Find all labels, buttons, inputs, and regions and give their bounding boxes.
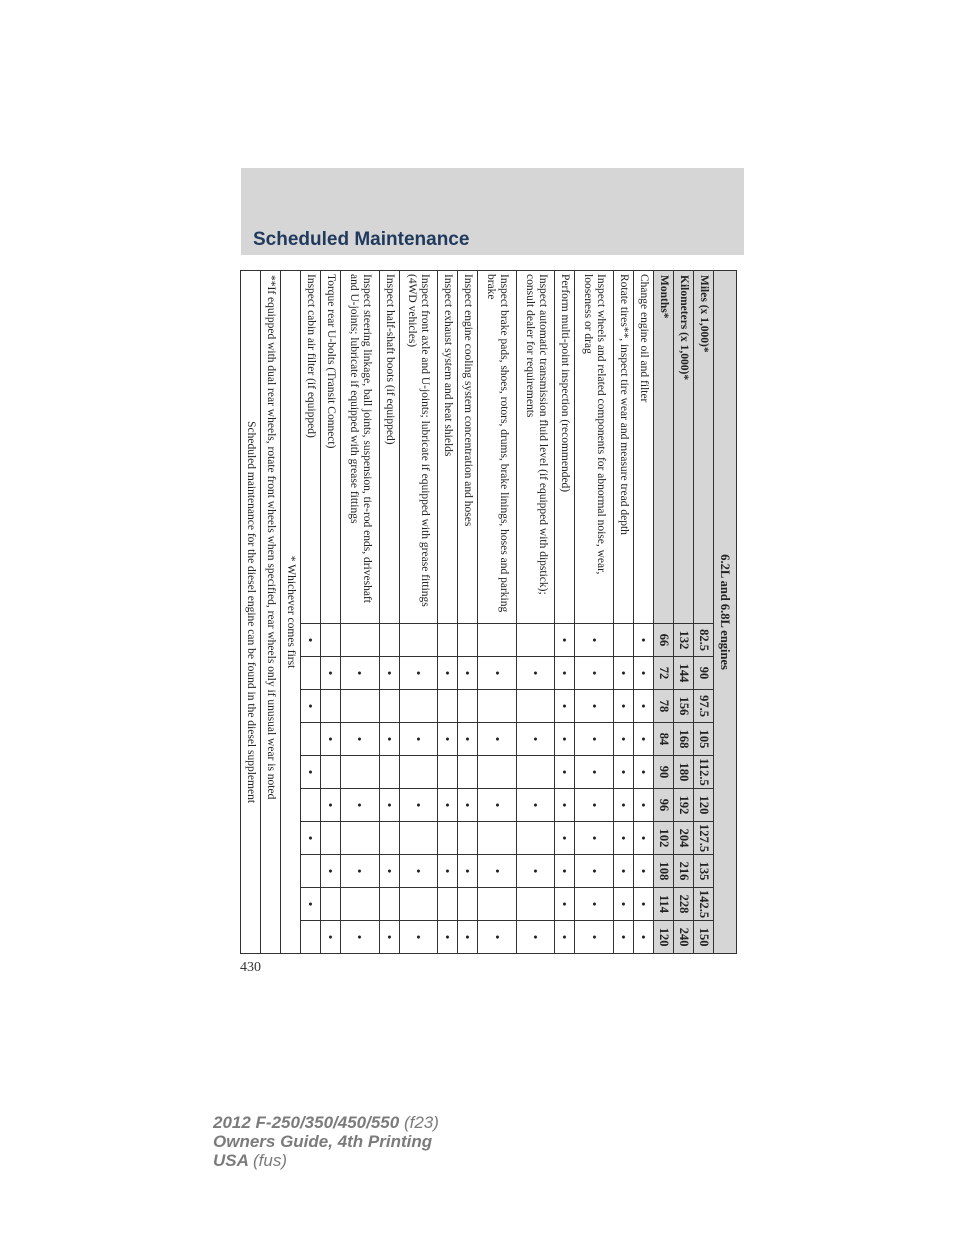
service-mark xyxy=(341,624,380,657)
kilometers-value: 180 xyxy=(674,756,694,789)
months-value: 90 xyxy=(654,756,674,789)
maintenance-item-label: Inspect half-shaft boots (if equipped) xyxy=(379,271,399,624)
kilometers-value: 144 xyxy=(674,657,694,690)
service-mark: • xyxy=(555,624,575,657)
service-mark: • xyxy=(555,789,575,822)
miles-label: Miles (x 1,000)* xyxy=(694,271,714,624)
miles-header-row xyxy=(694,271,714,954)
service-mark xyxy=(399,822,438,855)
service-mark xyxy=(399,690,438,723)
table-row xyxy=(634,271,654,954)
service-mark: • xyxy=(575,723,614,756)
footnote-diesel-supplement: Scheduled maintenance for the diesel engine can be found in the diesel supplement xyxy=(241,271,261,954)
service-mark xyxy=(458,690,478,723)
footer-market-code: (fus) xyxy=(253,1151,287,1170)
footnote-whichever: * Whichever comes first xyxy=(281,271,301,954)
kilometers-value: 216 xyxy=(674,855,694,888)
service-mark: • xyxy=(458,855,478,888)
maintenance-item-label: Torque rear U-bolts (Transit Connect) xyxy=(321,271,341,624)
service-mark: • xyxy=(634,789,654,822)
months-value: 108 xyxy=(654,855,674,888)
service-mark: • xyxy=(399,723,438,756)
maintenance-item-label: Perform multi-point inspection (recommended) xyxy=(555,271,575,624)
service-mark: • xyxy=(321,789,341,822)
service-mark: • xyxy=(614,855,634,888)
service-mark: • xyxy=(614,888,634,921)
miles-value: 142.5 xyxy=(694,888,714,921)
service-mark xyxy=(478,624,517,657)
service-mark xyxy=(516,624,555,657)
kilometers-value: 132 xyxy=(674,624,694,657)
service-mark xyxy=(438,888,458,921)
service-mark: • xyxy=(478,657,517,690)
service-mark: • xyxy=(399,855,438,888)
table-row xyxy=(614,271,634,954)
service-mark xyxy=(516,822,555,855)
service-mark: • xyxy=(555,690,575,723)
service-mark: • xyxy=(341,855,380,888)
service-mark: • xyxy=(301,888,321,921)
service-mark xyxy=(301,789,321,822)
service-mark xyxy=(321,690,341,723)
service-mark: • xyxy=(516,855,555,888)
maintenance-item-label: Inspect brake pads, shoes, rotors, drums, brake linings, hoses and parking brake xyxy=(478,271,517,624)
service-mark: • xyxy=(575,756,614,789)
service-mark xyxy=(458,624,478,657)
service-mark: • xyxy=(379,921,399,954)
service-mark xyxy=(341,822,380,855)
service-mark: • xyxy=(634,756,654,789)
service-mark: • xyxy=(555,657,575,690)
service-mark: • xyxy=(341,921,380,954)
service-mark xyxy=(379,624,399,657)
miles-value: 82.5 xyxy=(694,624,714,657)
service-mark xyxy=(321,822,341,855)
service-mark: • xyxy=(478,723,517,756)
table-row xyxy=(379,271,399,954)
service-mark xyxy=(321,624,341,657)
miles-value: 135 xyxy=(694,855,714,888)
service-mark: • xyxy=(478,855,517,888)
service-mark: • xyxy=(399,657,438,690)
service-mark: • xyxy=(458,921,478,954)
service-mark: • xyxy=(321,855,341,888)
kilometers-value: 168 xyxy=(674,723,694,756)
months-value: 84 xyxy=(654,723,674,756)
months-value: 66 xyxy=(654,624,674,657)
service-mark: • xyxy=(614,690,634,723)
service-mark: • xyxy=(555,822,575,855)
engine-group-title: 6.2L and 6.8L engines xyxy=(714,271,737,954)
service-mark xyxy=(321,888,341,921)
service-mark: • xyxy=(341,789,380,822)
service-mark: • xyxy=(321,723,341,756)
service-mark xyxy=(516,690,555,723)
service-mark: • xyxy=(301,690,321,723)
table-row xyxy=(478,271,517,954)
table-row xyxy=(341,271,380,954)
service-mark: • xyxy=(516,921,555,954)
service-mark: • xyxy=(575,855,614,888)
footnote-row xyxy=(261,271,281,954)
service-mark: • xyxy=(614,723,634,756)
service-mark: • xyxy=(478,789,517,822)
service-mark xyxy=(438,756,458,789)
service-mark xyxy=(516,888,555,921)
maintenance-table-container xyxy=(240,270,737,953)
service-mark: • xyxy=(575,921,614,954)
service-mark: • xyxy=(614,657,634,690)
service-mark xyxy=(458,756,478,789)
service-mark: • xyxy=(555,921,575,954)
service-mark: • xyxy=(575,624,614,657)
maintenance-table-rotated xyxy=(240,270,737,953)
footer-guide-edition: Owners Guide, 4th Printing xyxy=(213,1132,433,1151)
maintenance-item-label: Inspect front axle and U-joints; lubricate if equipped with grease fittings (4WD vehicles) xyxy=(399,271,438,624)
service-mark: • xyxy=(516,789,555,822)
service-mark xyxy=(438,624,458,657)
table-row xyxy=(575,271,614,954)
service-mark: • xyxy=(555,888,575,921)
maintenance-item-label: Inspect automatic transmission fluid level (if equipped with dipstick); consult dealer for requirements xyxy=(516,271,555,624)
service-mark xyxy=(341,888,380,921)
service-mark xyxy=(399,624,438,657)
miles-value: 150 xyxy=(694,921,714,954)
kilometers-header-row xyxy=(674,271,694,954)
page-number: 430 xyxy=(240,960,261,975)
service-mark xyxy=(341,756,380,789)
service-mark xyxy=(458,888,478,921)
service-mark xyxy=(341,690,380,723)
miles-value: 120 xyxy=(694,789,714,822)
service-mark: • xyxy=(634,624,654,657)
miles-value: 127.5 xyxy=(694,822,714,855)
service-mark: • xyxy=(634,921,654,954)
service-mark: • xyxy=(555,723,575,756)
service-mark: • xyxy=(634,657,654,690)
service-mark xyxy=(478,822,517,855)
service-mark: • xyxy=(516,657,555,690)
table-row xyxy=(555,271,575,954)
maintenance-item-label: Inspect exhaust system and heat shields xyxy=(438,271,458,624)
service-mark: • xyxy=(634,888,654,921)
service-mark: • xyxy=(575,789,614,822)
service-mark: • xyxy=(634,822,654,855)
footer-market: USA xyxy=(213,1151,249,1170)
miles-value: 90 xyxy=(694,657,714,690)
service-mark: • xyxy=(614,921,634,954)
service-mark xyxy=(399,888,438,921)
service-mark xyxy=(379,756,399,789)
service-mark xyxy=(516,756,555,789)
service-mark xyxy=(458,822,478,855)
service-mark: • xyxy=(301,756,321,789)
months-header-row xyxy=(654,271,674,954)
months-label: Months* xyxy=(654,271,674,624)
table-row xyxy=(399,271,438,954)
miles-value: 105 xyxy=(694,723,714,756)
kilometers-value: 156 xyxy=(674,690,694,723)
footnote-row xyxy=(241,271,261,954)
table-row xyxy=(301,271,321,954)
service-mark: • xyxy=(438,855,458,888)
service-mark xyxy=(379,888,399,921)
service-mark xyxy=(614,624,634,657)
service-mark: • xyxy=(614,822,634,855)
footnote-row xyxy=(281,271,301,954)
service-mark xyxy=(438,822,458,855)
maintenance-item-label: Inspect cabin air filter (if equipped) xyxy=(301,271,321,624)
service-mark: • xyxy=(634,690,654,723)
service-mark: • xyxy=(575,888,614,921)
service-mark xyxy=(379,690,399,723)
table-row xyxy=(458,271,478,954)
service-mark: • xyxy=(555,855,575,888)
service-mark: • xyxy=(458,789,478,822)
table-row xyxy=(516,271,555,954)
footer-model: 2012 F-250/350/450/550 xyxy=(213,1113,400,1132)
service-mark xyxy=(478,756,517,789)
service-mark xyxy=(478,888,517,921)
months-value: 114 xyxy=(654,888,674,921)
service-mark: • xyxy=(321,921,341,954)
months-value: 102 xyxy=(654,822,674,855)
table-row xyxy=(438,271,458,954)
months-value: 96 xyxy=(654,789,674,822)
miles-value: 97.5 xyxy=(694,690,714,723)
service-mark: • xyxy=(634,855,654,888)
table-row xyxy=(321,271,341,954)
service-mark: • xyxy=(458,657,478,690)
service-mark: • xyxy=(458,723,478,756)
service-mark: • xyxy=(321,657,341,690)
months-value: 78 xyxy=(654,690,674,723)
service-mark xyxy=(301,855,321,888)
service-mark: • xyxy=(438,921,458,954)
service-mark: • xyxy=(438,657,458,690)
section-title: Scheduled Maintenance xyxy=(253,229,470,250)
service-mark xyxy=(301,921,321,954)
service-mark: • xyxy=(379,657,399,690)
service-mark: • xyxy=(379,723,399,756)
footnote-dual-rear-wheels: **If equipped with dual rear wheels, rotate front wheels when specified, rear wheels only if unusual wear is noted xyxy=(261,271,281,954)
maintenance-item-label: Inspect engine cooling system concentration and hoses xyxy=(458,271,478,624)
service-mark: • xyxy=(438,723,458,756)
service-mark: • xyxy=(575,657,614,690)
maintenance-schedule-table xyxy=(240,270,737,954)
kilometers-value: 228 xyxy=(674,888,694,921)
service-mark xyxy=(321,756,341,789)
service-mark: • xyxy=(575,822,614,855)
service-mark: • xyxy=(634,723,654,756)
service-mark xyxy=(379,822,399,855)
service-mark: • xyxy=(614,756,634,789)
maintenance-item-label: Rotate tires**, inspect tire wear and measure tread depth xyxy=(614,271,634,624)
months-value: 72 xyxy=(654,657,674,690)
service-mark: • xyxy=(555,756,575,789)
maintenance-item-label: Inspect wheels and related components for abnormal noise, wear, looseness or drag xyxy=(575,271,614,624)
service-mark xyxy=(301,723,321,756)
miles-value: 112.5 xyxy=(694,756,714,789)
service-mark: • xyxy=(399,789,438,822)
service-mark xyxy=(478,690,517,723)
kilometers-value: 204 xyxy=(674,822,694,855)
service-mark: • xyxy=(301,822,321,855)
service-mark: • xyxy=(341,723,380,756)
service-mark xyxy=(399,756,438,789)
table-group-row xyxy=(714,271,737,954)
service-mark: • xyxy=(379,855,399,888)
service-mark: • xyxy=(478,921,517,954)
service-mark xyxy=(438,690,458,723)
service-mark: • xyxy=(379,789,399,822)
footer-model-code: (f23) xyxy=(403,1113,439,1132)
service-mark: • xyxy=(301,624,321,657)
kilometers-value: 192 xyxy=(674,789,694,822)
service-mark: • xyxy=(399,921,438,954)
document-footer xyxy=(213,1113,439,1170)
maintenance-item-label: Inspect steering linkage, ball joints, suspension, tie-rod ends, driveshaft and U-joints; lubricate if equipped with grease fittings xyxy=(341,271,380,624)
months-value: 120 xyxy=(654,921,674,954)
service-mark xyxy=(301,657,321,690)
service-mark: • xyxy=(614,789,634,822)
section-header-bar xyxy=(241,168,744,255)
kilometers-value: 240 xyxy=(674,921,694,954)
maintenance-item-label: Change engine oil and filter xyxy=(634,271,654,624)
service-mark: • xyxy=(575,690,614,723)
kilometers-label: Kilometers (x 1,000)* xyxy=(674,271,694,624)
service-mark: • xyxy=(438,789,458,822)
service-mark: • xyxy=(516,723,555,756)
service-mark: • xyxy=(341,657,380,690)
